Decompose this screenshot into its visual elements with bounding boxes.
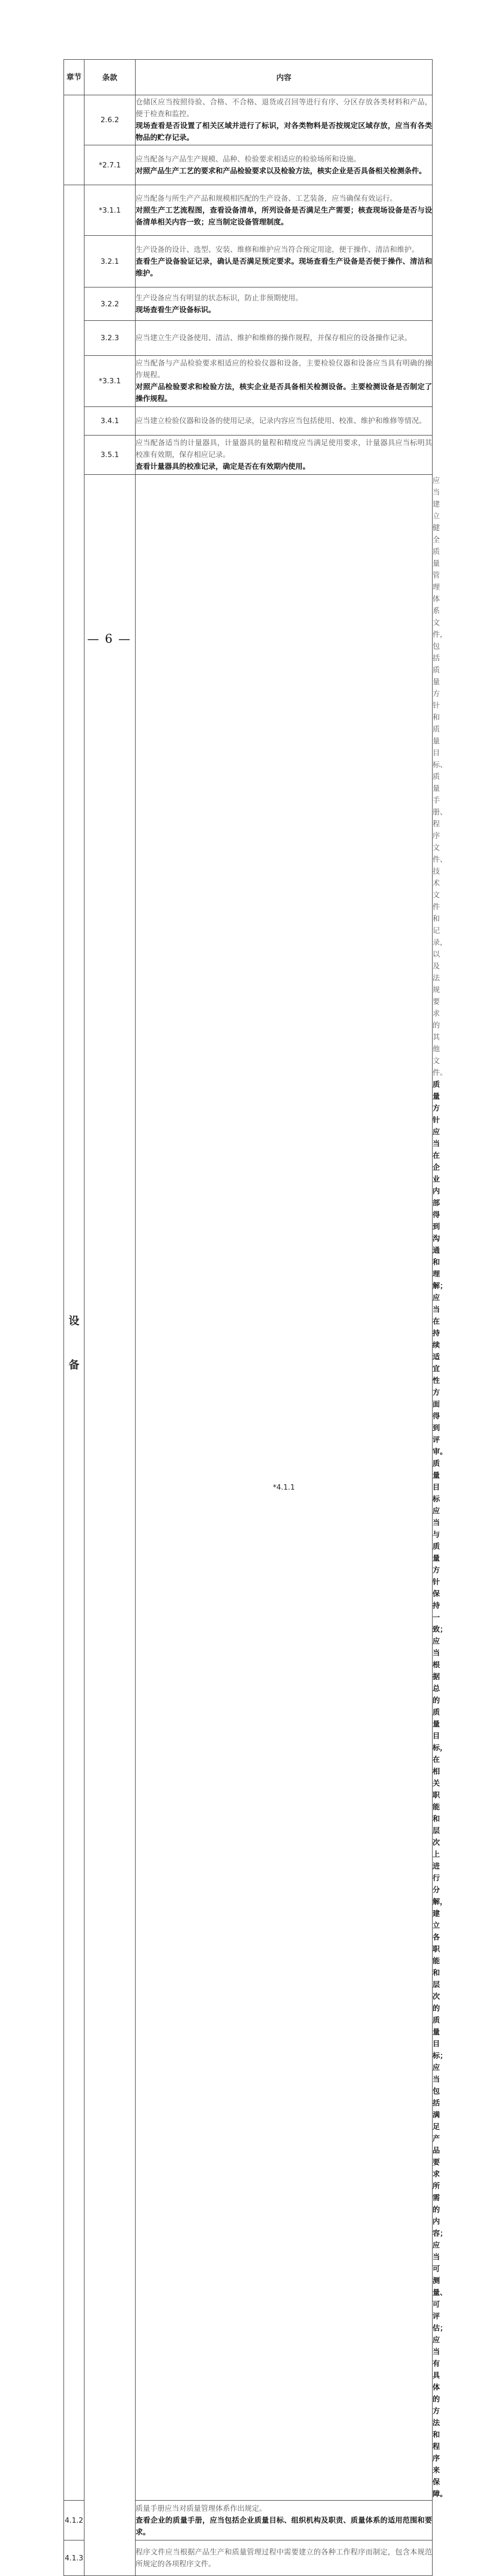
chapter-cell-storage xyxy=(64,95,84,185)
requirement-text: 仓储区应当按照待验、合格、不合格、退货或召回等进行有序、分区存放各类材料和产品，便于检查和监控。 xyxy=(136,98,432,118)
requirement-text: 生产设备的设计、选型、安装、维修和维护应当符合预定用途，便于操作、清洁和维护。 xyxy=(136,245,419,254)
check-text: 现场查看生产设备标识。 xyxy=(136,305,216,314)
table-row xyxy=(64,236,433,287)
requirement-text: 应当建立检验仪器和设备的使用记录，记录内容应当包括使用、校准、维护和维修等情况。 xyxy=(136,417,426,425)
content-cell xyxy=(136,95,433,145)
table-row xyxy=(64,321,433,356)
clause-cell: 4.1.2 xyxy=(64,2501,84,2540)
requirement-text: 生产设备应当有明显的状态标识，防止非预期使用。 xyxy=(136,293,303,303)
check-text: 查看生产设备验证记录，确认是否满足预定要求。现场查看生产设备是否便于操作、清洁和维护。 xyxy=(136,257,432,278)
clause-cell: 2.6.2 xyxy=(84,95,136,145)
content-cell xyxy=(136,356,433,407)
clause-cell: *3.3.1 xyxy=(84,356,136,407)
header-chapter xyxy=(64,60,84,95)
table-row xyxy=(64,287,433,321)
chapter-char: 备 xyxy=(68,1358,80,1371)
clause-cell: 3.2.1 xyxy=(84,236,136,287)
content-cell xyxy=(136,236,433,287)
chapter-char: 设 xyxy=(68,1314,80,1327)
requirement-text: 应当配备适当的计量器具，计量器具的量程和精度应当满足使用要求，计量器具应当标明其校准有效期，保存相应记录。 xyxy=(136,439,432,459)
chapter-cell-quality xyxy=(84,475,136,2576)
table-row xyxy=(64,407,433,436)
content-cell xyxy=(136,407,433,436)
clause-cell: 3.2.2 xyxy=(84,287,136,321)
table-row xyxy=(64,145,433,185)
header-chapter-label: 章节 xyxy=(66,73,82,82)
check-text: 查看计量器具的校准记录，确定是否在有效期内使用。 xyxy=(136,462,310,471)
check-text: 对照产品检验要求和检验方法，核实企业是否具备相关检测设备。主要检测设备是否制定了操作规程。 xyxy=(136,383,432,403)
clause-cell: *3.1.1 xyxy=(84,185,136,236)
table-row xyxy=(64,185,433,236)
table-row xyxy=(64,95,433,145)
content-cell xyxy=(136,185,433,236)
table-row xyxy=(64,356,433,407)
header-content: 内容 xyxy=(136,60,433,95)
content-cell xyxy=(136,2501,433,2540)
check-text: 现场查看是否设置了相关区域并进行了标识，对各类物料是否按规定区域存放，应当有各类物品的贮存记录。 xyxy=(136,122,432,142)
requirement-text: 应当配备与产品检验要求相适应的检验仪器和设备，主要检验仪器和设备应当具有明确的操作规程。 xyxy=(136,359,432,380)
check-text: 查看企业的质量手册，应当包括企业质量目标、组织机构及职责、质量体系的适用范围和要求。 xyxy=(136,2516,432,2537)
requirement-text: 应当建立生产设备使用、清洁、维护和维修的操作规程，并保存相应的设备操作记录。 xyxy=(136,334,412,342)
requirement-text: 质量手册应当对质量管理体系作出规定。 xyxy=(136,2504,266,2513)
requirement-text: 应当配备与所生产产品和规模相匹配的生产设备、工艺装备，应当确保有效运行。 xyxy=(136,194,397,203)
clause-cell: *2.7.1 xyxy=(84,145,136,185)
content-cell xyxy=(136,145,433,185)
table-row xyxy=(64,436,433,475)
content-cell xyxy=(136,2540,433,2576)
requirement-text: 程序文件应当根据产品生产和质量管理过程中需要建立的各种工作程序而制定，包含本规范所规定的各项程序文件。 xyxy=(136,2547,432,2568)
content-cell xyxy=(136,436,433,475)
check-text: 对照产品生产工艺的要求和产品检验要求以及检验方法，核实企业是否具备相关检测条件。 xyxy=(136,166,426,176)
chapter-cell-equipment xyxy=(64,185,84,2501)
inspection-table xyxy=(63,59,447,2576)
content-cell xyxy=(136,321,433,356)
clause-cell: 4.1.3 xyxy=(64,2540,84,2576)
page-number: — 6 — xyxy=(87,633,131,646)
table-row: *4.1.1 应当建立健全质量管理体系文件，包括质量方针和质量目标、质量手册、程序文件、技术文件和记录，以及法规要求的其他文件。 质量方针应当在企业内部得到沟通和理解；应当在持续适宜性方面得到评审。质量目标应当与质量方针保持一致；应当根据总的质量目标，在相关职能和层次上进行分解，建立各职能和层次的质量目标；应当包括满足产品要求所需的内容；应当可测量、可评估；应当有具体的方法和程序来保障。 xyxy=(64,475,433,2501)
header-clause: 条款 xyxy=(84,60,136,95)
clause-cell: 3.5.1 xyxy=(84,436,136,475)
check-text: 对照生产工艺流程图，查看设备清单，所列设备是否满足生产需要；核查现场设备是否与设备清单相关内容一致；应当制定设备管理制度。 xyxy=(136,206,432,227)
clause-cell: 3.2.3 xyxy=(84,321,136,356)
clause-cell: 3.4.1 xyxy=(84,407,136,436)
table-header-row xyxy=(64,60,433,95)
clause-cell: *4.1.1 xyxy=(136,475,433,2501)
content-cell xyxy=(136,287,433,321)
requirement-text: 应当配备与产品生产规模、品种、检验要求相适应的检验场所和设施。 xyxy=(136,155,361,164)
